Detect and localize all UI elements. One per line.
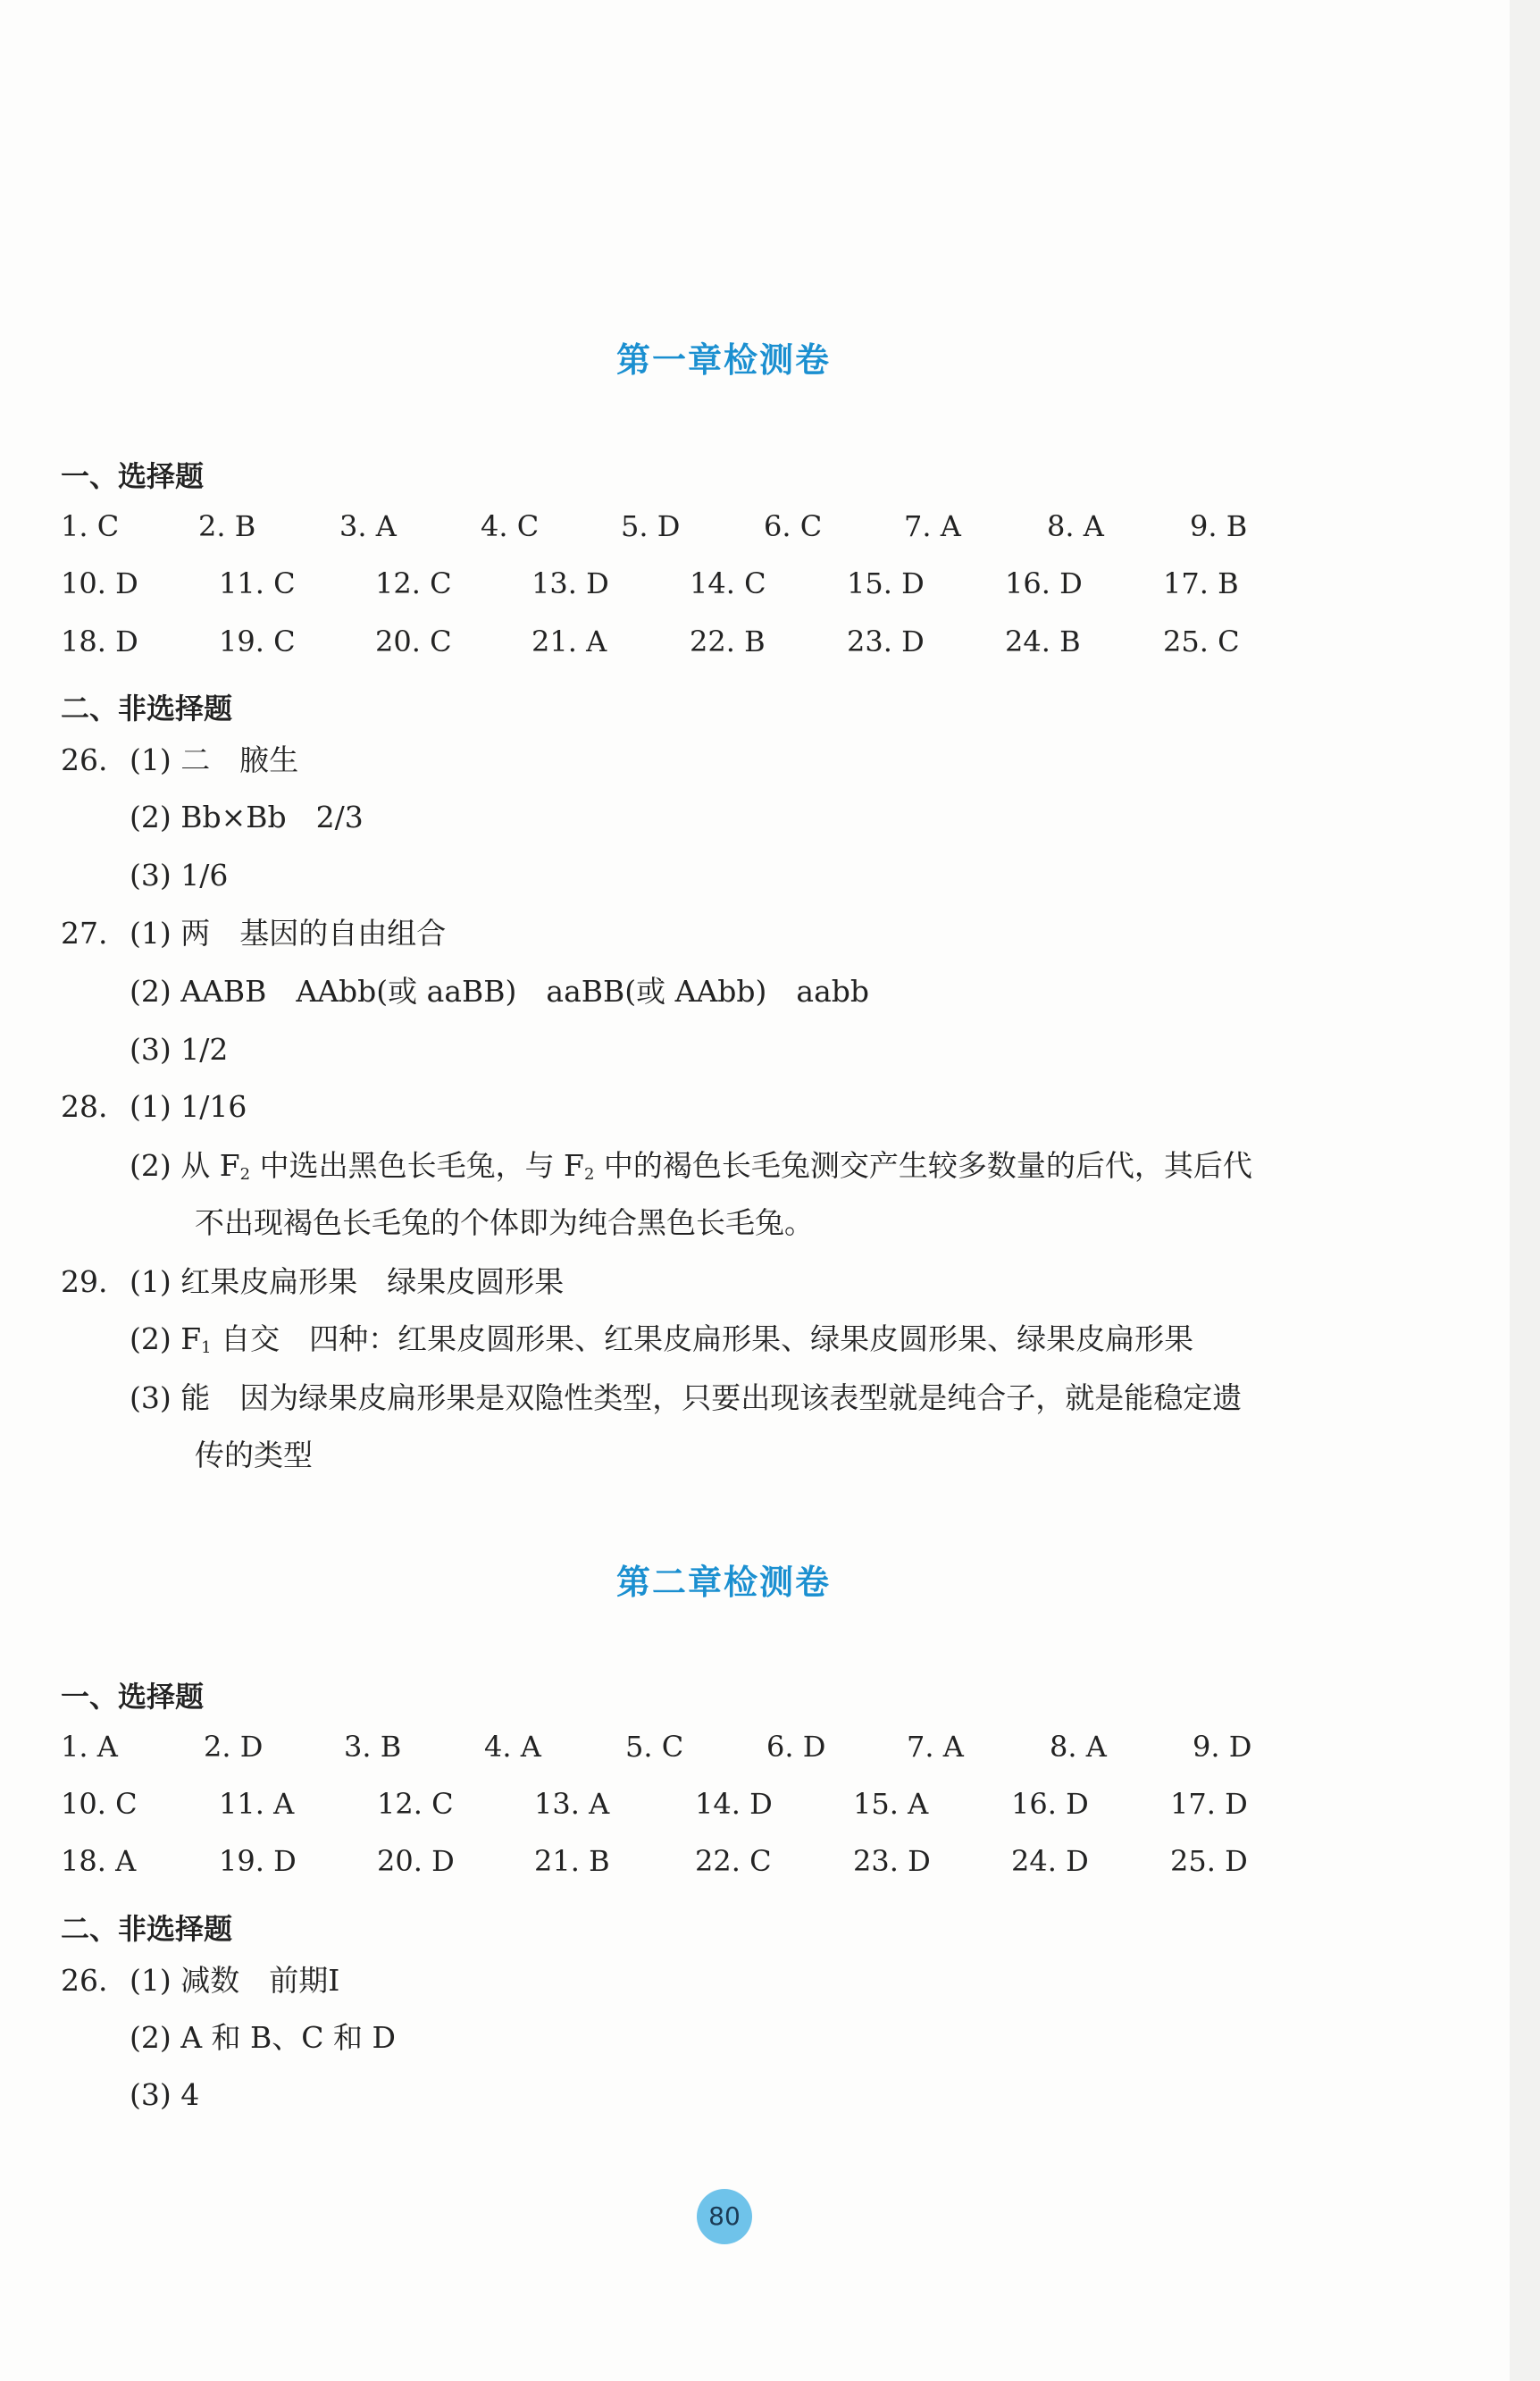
mc-answer: 23. D <box>853 1844 931 1878</box>
answer-text: (2) 从 $F_2$ 中选出黑色长毛兔，与 $F_2$ 中的褐色长毛兔测交产生较多数量的后代，其后代 <box>130 1148 1252 1184</box>
answer-text: (1) 二 腋生 <box>130 742 299 777</box>
answer-text: (3) 1/2 <box>130 1032 229 1067</box>
mc-answer: 3. A <box>339 509 397 543</box>
mc-answer: 11. C <box>219 566 296 600</box>
chapter-2-title: 第二章检测卷 <box>615 1563 831 1602</box>
mc-answer: 19. D <box>219 1844 297 1878</box>
mc-answer: 25. D <box>1170 1844 1248 1878</box>
question-number: 27. <box>61 916 108 951</box>
mc-answer: 22. B <box>690 625 766 658</box>
question-number: 29. <box>61 1264 108 1299</box>
mc-answer: 18. A <box>61 1844 137 1878</box>
page-number: 80 <box>697 2189 752 2244</box>
chapter-1-title: 第一章检测卷 <box>615 340 831 380</box>
mc-answer: 7. A <box>904 509 961 543</box>
mc-answer: 21. B <box>534 1844 610 1878</box>
mc-answer: 16. D <box>1011 1787 1089 1821</box>
answer-text: (3) 4 <box>130 2077 200 2112</box>
mc-answer: 8. A <box>1050 1730 1107 1764</box>
mc-answer: 2. B <box>198 509 256 543</box>
mc-answer: 15. D <box>847 566 925 600</box>
mc-answer: 9. B <box>1190 509 1248 543</box>
mc-answer: 1. C <box>61 509 120 543</box>
answer-text: (1) 两 基因的自由组合 <box>130 916 447 951</box>
ch2-mc-header: 一、选择题 <box>61 1680 205 1714</box>
mc-answer: 23. D <box>847 625 925 658</box>
mc-answer: 9. D <box>1193 1730 1252 1764</box>
mc-answer: 4. A <box>484 1730 541 1764</box>
answer-text: (2) AABB AAbb(或 aaBB) aaBB(或 AAbb) aabb <box>130 974 869 1009</box>
mc-answer: 10. D <box>61 566 138 600</box>
answer-text: (1) 减数 前期Ⅰ <box>130 1963 340 1998</box>
mc-answer: 20. C <box>375 625 452 658</box>
ch1-mc-header: 一、选择题 <box>61 459 205 493</box>
mc-answer: 21. A <box>531 625 607 658</box>
mc-answer: 1. A <box>61 1730 118 1764</box>
mc-answer: 14. C <box>690 566 766 600</box>
mc-answer: 20. D <box>377 1844 455 1878</box>
question-number: 28. <box>61 1089 108 1124</box>
mc-answer: 5. D <box>621 509 681 543</box>
answer-text: (1) 红果皮扁形果 绿果皮圆形果 <box>130 1264 565 1299</box>
answer-text: (2) Bb×Bb 2/3 <box>130 800 364 834</box>
mc-answer: 3. B <box>344 1730 402 1764</box>
mc-answer: 13. D <box>531 566 609 600</box>
mc-answer: 4. C <box>481 509 540 543</box>
answer-text: (2) $F_1$ 自交 四种：红果皮圆形果、红果皮扁形果、绿果皮圆形果、绿果皮扁形果 <box>130 1321 1194 1357</box>
mc-answer: 13. A <box>534 1787 610 1821</box>
question-number: 26. <box>61 1963 108 1998</box>
answer-text: (3) 能 因为绿果皮扁形果是双隐性类型，只要出现该表型就是纯合子，就是能稳定遗 <box>130 1380 1243 1415</box>
mc-answer: 15. A <box>853 1787 929 1821</box>
mc-answer: 6. C <box>764 509 823 543</box>
mc-answer: 2. D <box>204 1730 264 1764</box>
answer-text: (2) A 和 B、C 和 D <box>130 2020 396 2055</box>
mc-answer: 8. A <box>1047 509 1104 543</box>
mc-answer: 7. A <box>907 1730 964 1764</box>
mc-answer: 14. D <box>695 1787 773 1821</box>
answer-text: (3) 1/6 <box>130 858 229 893</box>
mc-answer: 10. C <box>61 1787 138 1821</box>
mc-answer: 24. B <box>1005 625 1081 658</box>
mc-answer: 11. A <box>219 1787 295 1821</box>
mc-answer: 17. D <box>1170 1787 1248 1821</box>
answer-text: 传的类型 <box>195 1438 313 1472</box>
mc-answer: 12. C <box>377 1787 454 1821</box>
answer-text: (1) 1/16 <box>130 1089 247 1124</box>
ch1-open-header: 二、非选择题 <box>61 692 233 725</box>
mc-answer: 25. C <box>1163 625 1240 658</box>
mc-answer: 22. C <box>695 1844 772 1878</box>
mc-answer: 17. B <box>1163 566 1239 600</box>
mc-answer: 5. C <box>625 1730 684 1764</box>
answer-text: 不出现褐色长毛兔的个体即为纯合黑色长毛兔。 <box>195 1205 814 1240</box>
question-number: 26. <box>61 742 108 777</box>
mc-answer: 18. D <box>61 625 138 658</box>
mc-answer: 24. D <box>1011 1844 1089 1878</box>
mc-answer: 16. D <box>1005 566 1083 600</box>
mc-answer: 6. D <box>766 1730 826 1764</box>
ch2-open-header: 二、非选择题 <box>61 1912 233 1946</box>
mc-answer: 19. C <box>219 625 296 658</box>
mc-answer: 12. C <box>375 566 452 600</box>
